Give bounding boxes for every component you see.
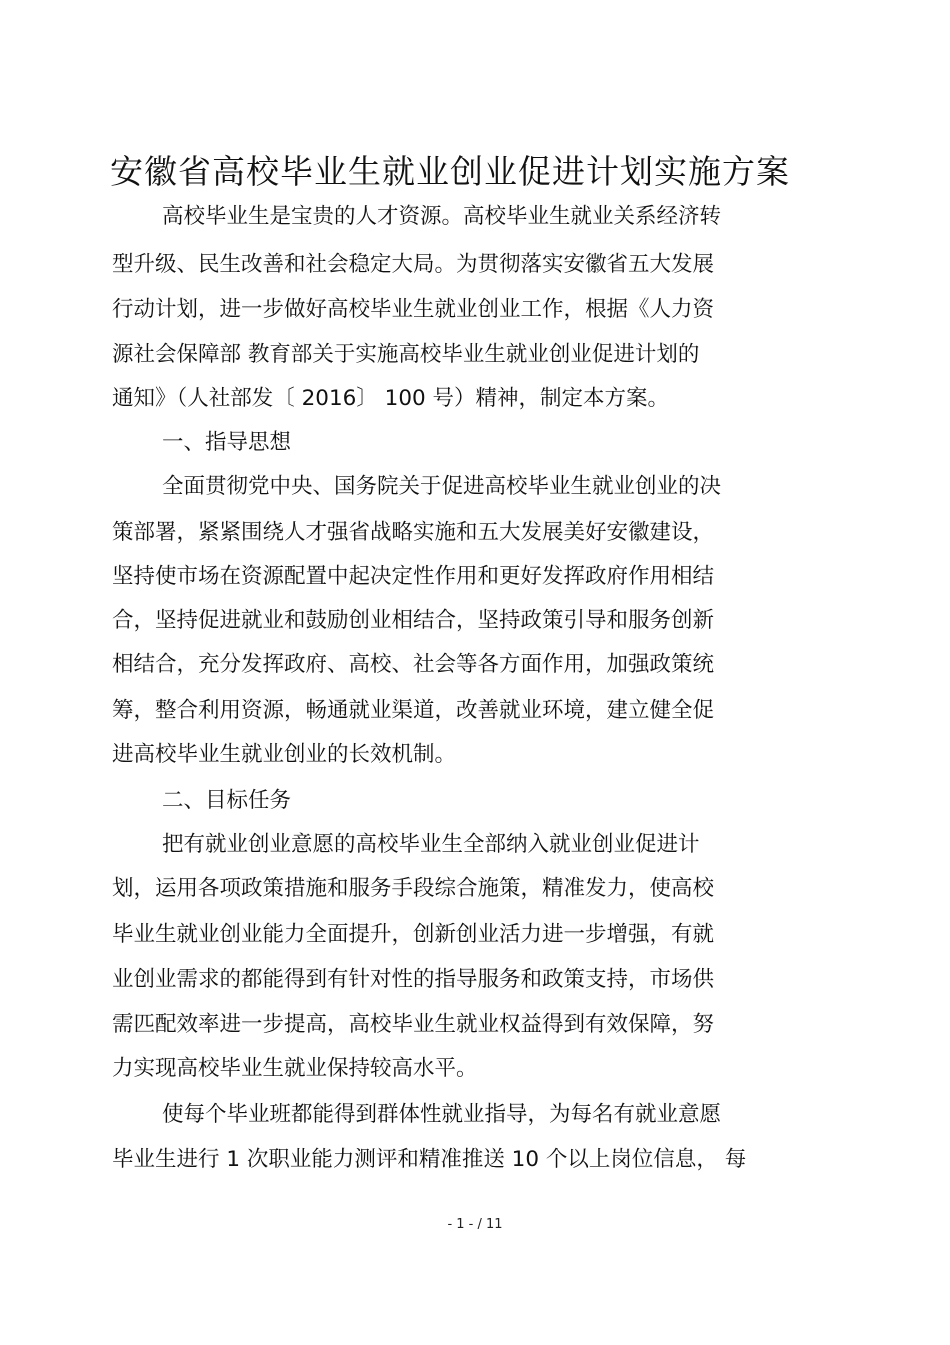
paragraph-line: 高校毕业生是宝贵的人才资源。高校毕业生就业关系经济转 [162, 204, 722, 229]
page-number: - 1 - / 11 [447, 1217, 503, 1232]
paragraph-line: 毕业生进行 1 次职业能力测评和精准推送 10 个以上岗位信息， 每 [112, 1147, 747, 1172]
paragraph-line: 力实现高校毕业生就业保持较高水平。 [112, 1056, 478, 1081]
section-heading: 二、目标任务 [162, 788, 292, 813]
paragraph-line: 筹，整合利用资源，畅通就业渠道，改善就业环境，建立健全促 [112, 698, 715, 723]
paragraph-line: 全面贯彻党中央、国务院关于促进高校毕业生就业创业的决 [162, 474, 722, 499]
paragraph-line: 把有就业创业意愿的高校毕业生全部纳入就业创业促进计 [162, 832, 700, 857]
paragraph-line: 业创业需求的都能得到有针对性的指导服务和政策支持，市场供 [112, 967, 715, 992]
paragraph-line: 合，坚持促进就业和鼓励创业相结合，坚持政策引导和服务创新 [112, 608, 715, 633]
paragraph-line: 坚持使市场在资源配置中起决定性作用和更好发挥政府作用相结 [112, 564, 715, 589]
section-heading: 一、指导思想 [162, 430, 292, 455]
paragraph-line: 毕业生就业创业能力全面提升，创新创业活力进一步增强，有就 [112, 922, 715, 947]
document-title: 安徽省高校毕业生就业创业促进计划实施方案 [110, 152, 790, 191]
paragraph-line: 使每个毕业班都能得到群体性就业指导，为每名有就业意愿 [162, 1102, 722, 1127]
paragraph-line: 策部署，紧紧围绕人才强省战略实施和五大发展美好安徽建设， [112, 520, 715, 545]
paragraph-line: 进高校毕业生就业创业的长效机制。 [112, 742, 457, 767]
paragraph-line: 源社会保障部 教育部关于实施高校毕业生就业创业促进计划的 [112, 342, 700, 367]
paragraph-line: 相结合，充分发挥政府、高校、社会等各方面作用，加强政策统 [112, 652, 715, 677]
paragraph-line: 划，运用各项政策措施和服务手段综合施策，精准发力，使高校 [112, 876, 715, 901]
paragraph-line: 行动计划，进一步做好高校毕业生就业创业工作，根据《人力资 [112, 297, 715, 322]
paragraph-line: 需匹配效率进一步提高，高校毕业生就业权益得到有效保障，努 [112, 1012, 715, 1037]
paragraph-line: 型升级、民生改善和社会稳定大局。为贯彻落实安徽省五大发展 [112, 252, 715, 277]
paragraph-line: 通知》（人社部发〔 2016〕 100 号）精神，制定本方案。 [112, 386, 670, 411]
